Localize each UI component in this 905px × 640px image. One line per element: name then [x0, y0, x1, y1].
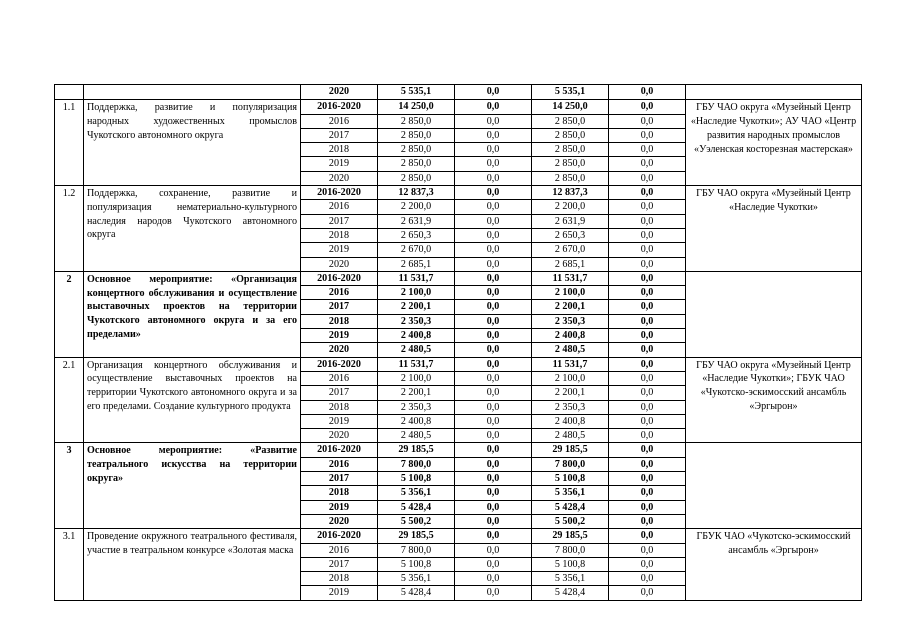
- regional-cell: 2 350,3: [532, 400, 609, 414]
- other-cell: 0,0: [609, 157, 686, 171]
- other-cell: 0,0: [609, 514, 686, 528]
- federal-cell: 0,0: [455, 572, 532, 586]
- period-cell: 2016-2020: [301, 529, 378, 543]
- other-cell: 0,0: [609, 171, 686, 185]
- item-number: [55, 85, 84, 100]
- federal-cell: 0,0: [455, 329, 532, 343]
- federal-cell: 0,0: [455, 85, 532, 100]
- federal-cell: 0,0: [455, 114, 532, 128]
- period-cell: 2019: [301, 414, 378, 428]
- federal-cell: 0,0: [455, 200, 532, 214]
- federal-cell: 0,0: [455, 128, 532, 142]
- other-cell: 0,0: [609, 314, 686, 328]
- regional-cell: 5 428,4: [532, 500, 609, 514]
- other-cell: 0,0: [609, 486, 686, 500]
- item-number: 2: [55, 271, 84, 357]
- period-cell: 2017: [301, 300, 378, 314]
- regional-cell: 2 200,1: [532, 300, 609, 314]
- federal-cell: 0,0: [455, 529, 532, 543]
- federal-cell: 0,0: [455, 286, 532, 300]
- regional-cell: 5 356,1: [532, 572, 609, 586]
- federal-cell: 0,0: [455, 357, 532, 371]
- total-cell: 5 100,8: [378, 472, 455, 486]
- federal-cell: 0,0: [455, 429, 532, 443]
- other-cell: 0,0: [609, 457, 686, 471]
- item-name: Проведение окружного театрального фестиваля, участие в театральном конкурсе «Золотая маска: [84, 529, 301, 600]
- total-cell: 5 428,4: [378, 586, 455, 600]
- other-cell: 0,0: [609, 500, 686, 514]
- federal-cell: 0,0: [455, 228, 532, 242]
- total-cell: 2 200,0: [378, 200, 455, 214]
- period-cell: 2017: [301, 128, 378, 142]
- total-cell: 11 531,7: [378, 357, 455, 371]
- regional-cell: 2 350,3: [532, 314, 609, 328]
- total-cell: 2 670,0: [378, 243, 455, 257]
- other-cell: 0,0: [609, 143, 686, 157]
- federal-cell: 0,0: [455, 472, 532, 486]
- other-cell: 0,0: [609, 128, 686, 142]
- total-cell: 2 850,0: [378, 171, 455, 185]
- other-cell: 0,0: [609, 100, 686, 114]
- regional-cell: 5 100,8: [532, 472, 609, 486]
- table-row: [55, 443, 862, 457]
- total-cell: 2 200,1: [378, 300, 455, 314]
- item-name: Организация концертного обслуживания и осуществление выставочных проектов на территории Чукотского автономного округа и за его пределами. Создание культурного продукта: [84, 357, 301, 443]
- other-cell: 0,0: [609, 557, 686, 571]
- other-cell: 0,0: [609, 257, 686, 271]
- period-cell: 2017: [301, 472, 378, 486]
- period-cell: 2020: [301, 85, 378, 100]
- total-cell: 2 850,0: [378, 143, 455, 157]
- period-cell: 2018: [301, 314, 378, 328]
- federal-cell: 0,0: [455, 443, 532, 457]
- executor: ГБУ ЧАО округа «Музейный Центр «Наследие Чукотки»: [686, 186, 862, 272]
- period-cell: 2019: [301, 500, 378, 514]
- regional-cell: 11 531,7: [532, 357, 609, 371]
- period-cell: 2019: [301, 243, 378, 257]
- executor: ГБУ ЧАО округа «Музейный Центр «Наследие Чукотки»; ГБУК ЧАО «Чукотско-эскимосский ансамбль «Эргырон»: [686, 357, 862, 443]
- federal-cell: 0,0: [455, 171, 532, 185]
- executor: [686, 85, 862, 100]
- period-cell: 2016-2020: [301, 271, 378, 285]
- period-cell: 2020: [301, 257, 378, 271]
- item-number: 3.1: [55, 529, 84, 600]
- item-number: 3: [55, 443, 84, 529]
- period-cell: 2016: [301, 543, 378, 557]
- executor: [686, 271, 862, 357]
- regional-cell: 2 650,3: [532, 228, 609, 242]
- regional-cell: 7 800,0: [532, 457, 609, 471]
- regional-cell: 2 850,0: [532, 171, 609, 185]
- federal-cell: 0,0: [455, 143, 532, 157]
- other-cell: 0,0: [609, 214, 686, 228]
- regional-cell: 5 500,2: [532, 514, 609, 528]
- period-cell: 2020: [301, 429, 378, 443]
- total-cell: 5 100,8: [378, 557, 455, 571]
- total-cell: 2 650,3: [378, 228, 455, 242]
- regional-cell: 5 356,1: [532, 486, 609, 500]
- period-cell: 2017: [301, 557, 378, 571]
- regional-cell: 2 850,0: [532, 128, 609, 142]
- other-cell: 0,0: [609, 114, 686, 128]
- regional-cell: 2 400,8: [532, 329, 609, 343]
- federal-cell: 0,0: [455, 371, 532, 385]
- total-cell: 2 480,5: [378, 429, 455, 443]
- other-cell: 0,0: [609, 228, 686, 242]
- other-cell: 0,0: [609, 572, 686, 586]
- item-name: Основное мероприятие: «Развитие театрального искусства на территории округа»: [84, 443, 301, 529]
- item-name: Поддержка, развитие и популяризация народных художественных промыслов Чукотского автономного округа: [84, 100, 301, 186]
- regional-cell: 29 185,5: [532, 443, 609, 457]
- other-cell: 0,0: [609, 386, 686, 400]
- regional-cell: 2 670,0: [532, 243, 609, 257]
- total-cell: 29 185,5: [378, 443, 455, 457]
- regional-cell: 2 100,0: [532, 286, 609, 300]
- period-cell: 2018: [301, 400, 378, 414]
- item-name: Основное мероприятие: «Организация концертного обслуживания и осуществление выставочных проектов на территории Чукотского автономного округа и за его пределами»: [84, 271, 301, 357]
- other-cell: 0,0: [609, 300, 686, 314]
- total-cell: 2 480,5: [378, 343, 455, 357]
- total-cell: 2 350,3: [378, 314, 455, 328]
- federal-cell: 0,0: [455, 414, 532, 428]
- regional-cell: 2 631,9: [532, 214, 609, 228]
- period-cell: 2020: [301, 171, 378, 185]
- other-cell: 0,0: [609, 286, 686, 300]
- total-cell: 29 185,5: [378, 529, 455, 543]
- federal-cell: 0,0: [455, 257, 532, 271]
- federal-cell: 0,0: [455, 271, 532, 285]
- total-cell: 5 535,1: [378, 85, 455, 100]
- other-cell: 0,0: [609, 371, 686, 385]
- other-cell: 0,0: [609, 472, 686, 486]
- regional-cell: 2 480,5: [532, 429, 609, 443]
- other-cell: 0,0: [609, 543, 686, 557]
- total-cell: 11 531,7: [378, 271, 455, 285]
- regional-cell: 2 200,0: [532, 200, 609, 214]
- total-cell: 2 100,0: [378, 371, 455, 385]
- total-cell: 5 428,4: [378, 500, 455, 514]
- period-cell: 2016: [301, 200, 378, 214]
- period-cell: 2016: [301, 457, 378, 471]
- total-cell: 2 850,0: [378, 114, 455, 128]
- other-cell: 0,0: [609, 329, 686, 343]
- total-cell: 5 500,2: [378, 514, 455, 528]
- federal-cell: 0,0: [455, 300, 532, 314]
- federal-cell: 0,0: [455, 100, 532, 114]
- other-cell: 0,0: [609, 529, 686, 543]
- other-cell: 0,0: [609, 343, 686, 357]
- item-number: 1.1: [55, 100, 84, 186]
- federal-cell: 0,0: [455, 400, 532, 414]
- item-number: 2.1: [55, 357, 84, 443]
- total-cell: 2 850,0: [378, 157, 455, 171]
- period-cell: 2016-2020: [301, 357, 378, 371]
- period-cell: 2017: [301, 214, 378, 228]
- period-cell: 2016-2020: [301, 443, 378, 457]
- federal-cell: 0,0: [455, 514, 532, 528]
- other-cell: 0,0: [609, 400, 686, 414]
- regional-cell: 14 250,0: [532, 100, 609, 114]
- regional-cell: 2 850,0: [532, 114, 609, 128]
- total-cell: 2 400,8: [378, 329, 455, 343]
- other-cell: 0,0: [609, 414, 686, 428]
- table-row: [55, 100, 862, 114]
- period-cell: 2018: [301, 228, 378, 242]
- total-cell: 2 850,0: [378, 128, 455, 142]
- federal-cell: 0,0: [455, 457, 532, 471]
- regional-cell: 11 531,7: [532, 271, 609, 285]
- executor: ГБУК ЧАО «Чукотско-эскимосский ансамбль «Эргырон»: [686, 529, 862, 600]
- table-row: [55, 186, 862, 200]
- executor: [686, 443, 862, 529]
- other-cell: 0,0: [609, 443, 686, 457]
- period-cell: 2019: [301, 157, 378, 171]
- period-cell: 2019: [301, 586, 378, 600]
- federal-cell: 0,0: [455, 157, 532, 171]
- federal-cell: 0,0: [455, 186, 532, 200]
- period-cell: 2020: [301, 514, 378, 528]
- regional-cell: 2 400,8: [532, 414, 609, 428]
- table-row: [55, 529, 862, 543]
- item-name: [84, 85, 301, 100]
- period-cell: 2017: [301, 386, 378, 400]
- table-row: [55, 85, 862, 100]
- federal-cell: 0,0: [455, 386, 532, 400]
- item-number: 1.2: [55, 186, 84, 272]
- period-cell: 2018: [301, 143, 378, 157]
- other-cell: 0,0: [609, 271, 686, 285]
- federal-cell: 0,0: [455, 543, 532, 557]
- total-cell: 14 250,0: [378, 100, 455, 114]
- federal-cell: 0,0: [455, 586, 532, 600]
- total-cell: 12 837,3: [378, 186, 455, 200]
- regional-cell: 5 100,8: [532, 557, 609, 571]
- total-cell: 2 685,1: [378, 257, 455, 271]
- period-cell: 2016-2020: [301, 186, 378, 200]
- regional-cell: 2 480,5: [532, 343, 609, 357]
- regional-cell: 2 200,1: [532, 386, 609, 400]
- executor: ГБУ ЧАО округа «Музейный Центр «Наследие Чукотки»; АУ ЧАО «Центр развития народных промыслов «Уэленская косторезная мастерская»: [686, 100, 862, 186]
- budget-table: [54, 84, 862, 601]
- other-cell: 0,0: [609, 429, 686, 443]
- total-cell: 5 356,1: [378, 572, 455, 586]
- regional-cell: 5 535,1: [532, 85, 609, 100]
- table-row: [55, 357, 862, 371]
- period-cell: 2018: [301, 572, 378, 586]
- period-cell: 2016: [301, 114, 378, 128]
- regional-cell: 2 685,1: [532, 257, 609, 271]
- federal-cell: 0,0: [455, 557, 532, 571]
- total-cell: 2 100,0: [378, 286, 455, 300]
- regional-cell: 29 185,5: [532, 529, 609, 543]
- total-cell: 7 800,0: [378, 457, 455, 471]
- other-cell: 0,0: [609, 200, 686, 214]
- period-cell: 2016: [301, 371, 378, 385]
- total-cell: 2 400,8: [378, 414, 455, 428]
- other-cell: 0,0: [609, 186, 686, 200]
- federal-cell: 0,0: [455, 343, 532, 357]
- period-cell: 2016-2020: [301, 100, 378, 114]
- table-row: [55, 271, 862, 285]
- period-cell: 2019: [301, 329, 378, 343]
- period-cell: 2018: [301, 486, 378, 500]
- federal-cell: 0,0: [455, 214, 532, 228]
- regional-cell: 12 837,3: [532, 186, 609, 200]
- total-cell: 5 356,1: [378, 486, 455, 500]
- regional-cell: 2 850,0: [532, 157, 609, 171]
- total-cell: 7 800,0: [378, 543, 455, 557]
- regional-cell: 7 800,0: [532, 543, 609, 557]
- federal-cell: 0,0: [455, 486, 532, 500]
- other-cell: 0,0: [609, 243, 686, 257]
- total-cell: 2 631,9: [378, 214, 455, 228]
- regional-cell: 2 100,0: [532, 371, 609, 385]
- regional-cell: 5 428,4: [532, 586, 609, 600]
- other-cell: 0,0: [609, 357, 686, 371]
- period-cell: 2020: [301, 343, 378, 357]
- other-cell: 0,0: [609, 586, 686, 600]
- federal-cell: 0,0: [455, 243, 532, 257]
- federal-cell: 0,0: [455, 314, 532, 328]
- item-name: Поддержка, сохранение, развитие и популяризация нематериально-культурного наследия народов Чукотского автономного округа: [84, 186, 301, 272]
- total-cell: 2 350,3: [378, 400, 455, 414]
- period-cell: 2016: [301, 286, 378, 300]
- other-cell: 0,0: [609, 85, 686, 100]
- total-cell: 2 200,1: [378, 386, 455, 400]
- regional-cell: 2 850,0: [532, 143, 609, 157]
- federal-cell: 0,0: [455, 500, 532, 514]
